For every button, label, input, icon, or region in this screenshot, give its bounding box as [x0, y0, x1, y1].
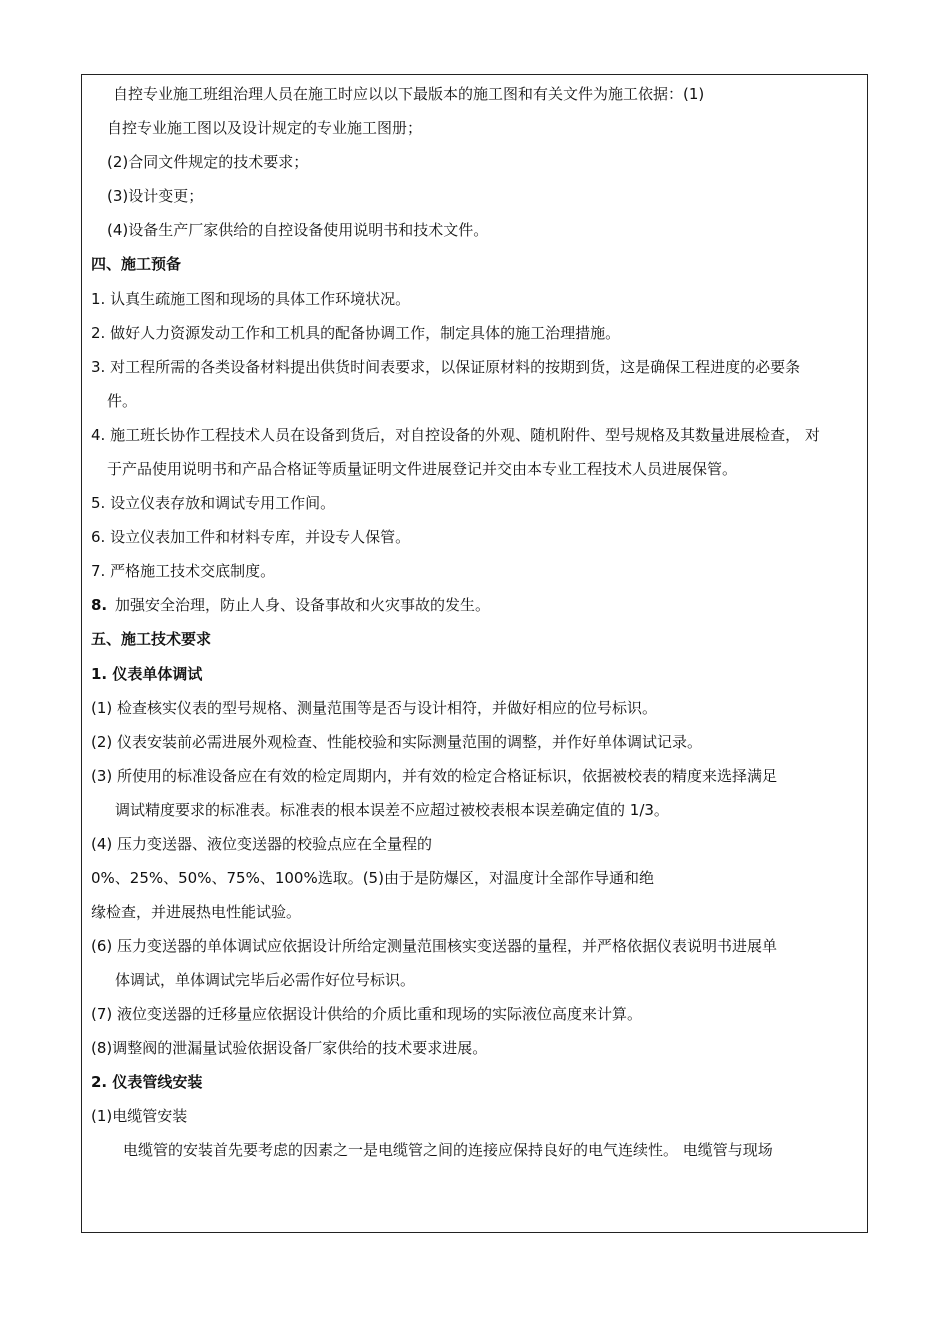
- subsection-heading: 2. 仪表管线安装: [91, 1073, 203, 1091]
- list-item-continuation: 于产品使用说明书和产品合格证等质量证明文件进展登记并交由本专业工程技术人员进展保管。: [107, 460, 738, 478]
- list-item: 5. 设立仪表存放和调试专用工作间。: [91, 494, 336, 512]
- section-heading: 五、施工技术要求: [91, 630, 212, 648]
- subsection-heading: 1. 仪表单体调试: [91, 665, 203, 683]
- list-item: 2. 做好人力资源发动工作和工机具的配备协调工作，制定具体的施工治理措施。: [91, 324, 621, 342]
- list-item: (8)调整阀的泄漏量试验依据设备厂家供给的技术要求进展。: [91, 1039, 488, 1057]
- text-line: (2)合同文件规定的技术要求；: [107, 153, 309, 171]
- text-line: 自控专业施工图以及设计规定的专业施工图册；: [107, 119, 423, 137]
- list-item: 6. 设立仪表加工件和材料专库，并设专人保管。: [91, 528, 411, 546]
- list-item: (6) 压力变送器的单体调试应依据设计所给定测量范围核实变送器的量程，并严格依据仪表说明书进展单: [91, 937, 778, 955]
- list-item: (2) 仪表安装前必需进展外观检查、性能校验和实际测量范围的调整，并作好单体调试记录。: [91, 733, 703, 751]
- content-frame: [81, 74, 868, 1233]
- text-line: 自控专业施工班组治理人员在施工时应以以下最版本的施工图和有关文件为施工依据：(1): [113, 85, 705, 103]
- text-line: 缘检查，并进展热电性能试验。: [91, 903, 302, 921]
- list-item: 加强安全治理，防止人身、设备事故和火灾事故的发生。: [115, 596, 491, 614]
- list-item: 3. 对工程所需的各类设备材料提出供货时间表要求，以保证原材料的按期到货，这是确保工程进度的必要条: [91, 358, 801, 376]
- list-item: 7. 严格施工技术交底制度。: [91, 562, 276, 580]
- list-item: 4. 施工班长协作工程技术人员在设备到货后，对自控设备的外观、随机附件、型号规格及其数量进展检查， 对: [91, 426, 820, 444]
- list-item: (4) 压力变送器、液位变送器的校验点应在全量程的: [91, 835, 433, 853]
- list-item-continuation: 调试精度要求的标准表。标准表的根本误差不应超过被校表根本误差确定值的 1/3。: [115, 801, 669, 819]
- list-item-continuation: 件。: [107, 392, 138, 410]
- list-item-continuation: 体调试，单体调试完毕后必需作好位号标识。: [115, 971, 416, 989]
- list-item: 1. 认真生疏施工图和现场的具体工作环境状况。: [91, 290, 411, 308]
- list-item: (7) 液位变送器的迁移量应依据设计供给的介质比重和现场的实际液位高度来计算。: [91, 1005, 643, 1023]
- text-line: (3)设计变更；: [107, 187, 204, 205]
- list-item-number: 8.: [91, 596, 108, 614]
- list-item: (3) 所使用的标准设备应在有效的检定周期内，并有效的检定合格证标识，依据被校表的精度来选择满足: [91, 767, 778, 785]
- paragraph-line: 电缆管的安装首先要考虑的因素之一是电缆管之间的连接应保持良好的电气连续性。 电缆管与现场: [123, 1141, 773, 1159]
- text-line: 0%、25%、50%、75%、100%选取。(5)由于是防爆区，对温度计全部作导通和绝: [91, 869, 654, 887]
- text-line: (4)设备生产厂家供给的自控设备使用说明书和技术文件。: [107, 221, 489, 239]
- list-item: (1) 检查核实仪表的型号规格、测量范围等是否与设计相符，并做好相应的位号标识。: [91, 699, 658, 717]
- list-item: (1)电缆管安装: [91, 1107, 188, 1125]
- section-heading: 四、施工预备: [91, 255, 182, 273]
